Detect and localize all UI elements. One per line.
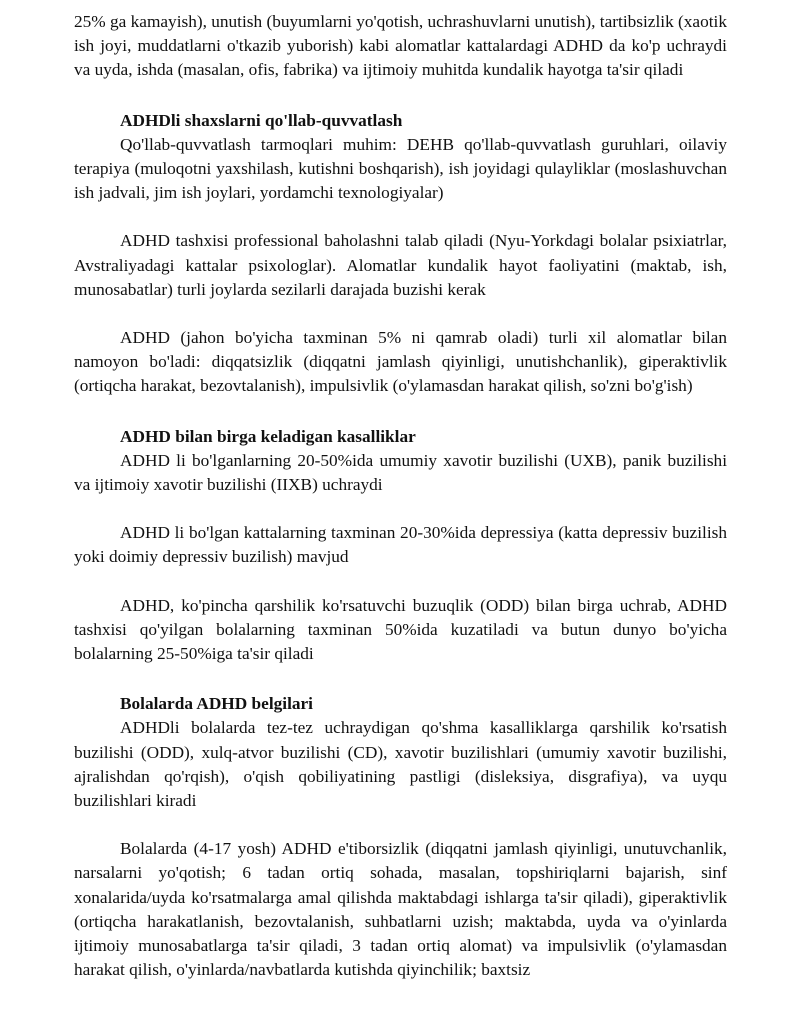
spacer — [74, 497, 727, 521]
heading-children: Bolalarda ADHD belgilari — [120, 694, 313, 714]
support-paragraph-3: ADHD (jahon bo'yicha taxminan 5% ni qamrab oladi) turli xil alomatlar bilan namoyon bo'ladi: diqqatsizlik (diqqatni jamlash qiyinligi, unutishchanlik), giperaktivlik (ortiqcha harakat, bezovtalanish), impulsivlik (o'ylamasdan harakat qilish, so'zni bo'g'ish) — [74, 328, 727, 396]
spacer — [74, 666, 727, 690]
spacer — [74, 205, 727, 229]
comorbid-paragraph-2: ADHD li bo'lgan kattalarning taxminan 20-30%ida depressiya (katta depressiv buzilish yoki doimiy depressiv buzilish) mavjud — [74, 523, 727, 567]
spacer — [74, 83, 727, 107]
comorbid-paragraph-3: ADHD, ko'pincha qarshilik ko'rsatuvchi buzuqlik (ODD) bilan birga uchrab, ADHD tashxisi qo'yilgan bolalarning taxminan 50%ida kuzatiladi va butun dunyo bo'yicha bolalarning 25-50%iga ta'sir qiladi — [74, 595, 727, 664]
spacer — [74, 813, 727, 837]
comorbid-paragraph-1: ADHD li bo'lganlarning 20-50%ida umumiy xavotir buzilishi (UXB), panik buzilishi va ijtimoiy xavotir buzilishi (IIXB) uchraydi — [74, 450, 727, 495]
intro-paragraph: 25% ga kamayish), unutish (buyumlarni yo'qotish, uchrashuvlarni unutish), tartibsizlik (xaotik ish joyi, muddatlarni o'tkazib yuborish) kabi alomatlar kattalardagi ADHD da ko'p uchraydi va uyda, ishda (masalan, ofis, fabrika) va ijtimoiy muhitda kundalik hayotga ta'sir qiladi — [74, 12, 727, 80]
children-paragraph-1: ADHDli bolalarda tez-tez uchraydigan qo'shma kasalliklarga qarshilik ko'rsatish buzilishi (ODD), xulq-atvor buzilishi (CD), xavotir buzilishlari (umumiy xavotir buzilishi, ajralishdan qo'rqish), o'qish qobiliyatining pastligi (disleksiya, disgrafiya), va uyqu buzilishlari kiradi — [74, 718, 727, 811]
support-paragraph-1: Qo'llab-quvvatlash tarmoqlari muhim: DEHB qo'llab-quvvatlash guruhlari, oilaviy terapiya (muloqotni yaxshilash, kutishni boshqarish), ish joyidagi qulayliklar (moslashuvchan ish jadvali, jim ish joylari, yordamchi texnologiyalar) — [74, 134, 727, 203]
spacer — [74, 570, 727, 594]
children-paragraph-2: Bolalarda (4-17 yosh) ADHD e'tiborsizlik (diqqatni jamlash qiyinligi, unutuvchanlik, narsalarni yo'qotish; 6 tadan ortiq sohada, masalan, topshiriqlarni bajarish, sinf xonalarida/uyda ko'rsatmalarga amal qilishda maktabdagi ishlarga ta'sir qiladi), giperaktivlik (ortiqcha harakatlanish, bezovtalanish, suhbatlarni uzish; maktabda, uyda va o'yinlarda ijtimoiy munosabatlarga ta'sir qiladi, 3 tadan ortiq alomat) va impulsivlik (o'ylamasdan harakat qilish, o'yinlarda/navbatlarda kutishda qiyinchilik; baxtsiz — [74, 839, 727, 980]
spacer — [74, 399, 727, 423]
support-paragraph-2: ADHD tashxisi professional baholashni talab qiladi (Nyu-Yorkdagi bolalar psixiatrlar, Avstraliyadagi kattalar psixologlar). Alomatlar kundalik hayot faoliyatini (maktab, ish, munosabatlar) turli joylarda sezilarli darajada buzishi kerak — [74, 231, 727, 299]
heading-support: ADHDli shaxslarni qo'llab-quvvatlash — [120, 110, 403, 130]
heading-comorbid: ADHD bilan birga keladigan kasalliklar — [120, 426, 416, 446]
document-page — [74, 10, 727, 983]
spacer — [74, 302, 727, 326]
